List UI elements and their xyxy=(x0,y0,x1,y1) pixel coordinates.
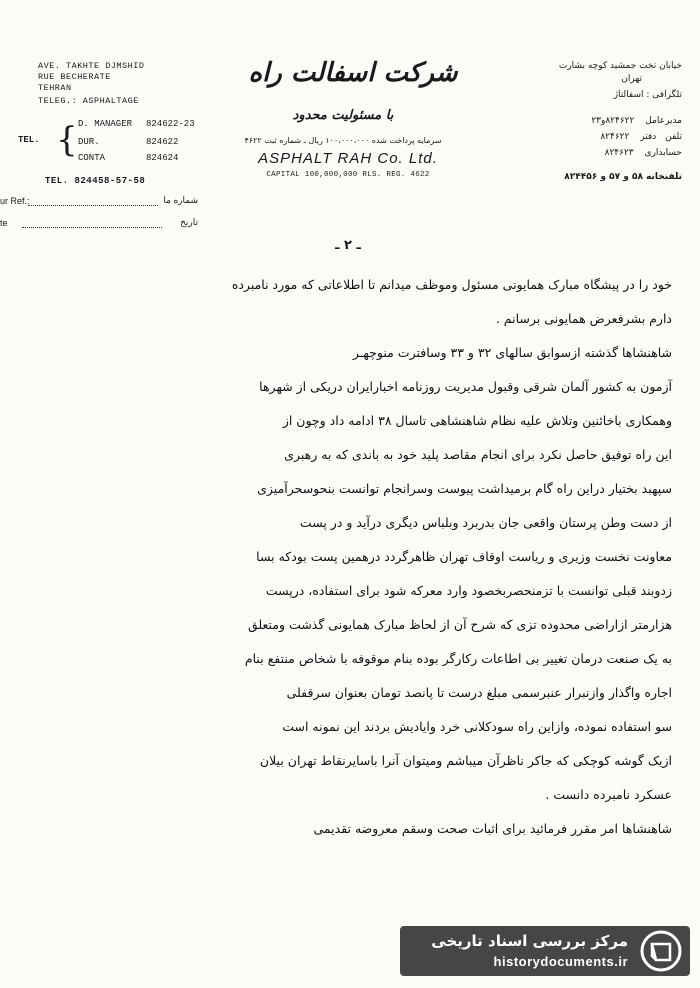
body-line: شاهنشاها گذشته ازسوابق سالهای ۳۲ و ۳۳ وسافترت منوچهـر xyxy=(352,345,672,360)
phone-row-fa xyxy=(492,132,682,142)
tel-row-number: 824624 xyxy=(146,153,179,163)
body-line: این راه توفیق حاصل نکرد برای انجام مقاصد پلید خود به باندی که به رهبری xyxy=(284,447,672,462)
body-line: زدوبند قبلی توانست با تزمنحصربخصود وارد معرکه شود برای استفاده، درپست xyxy=(265,583,672,598)
tel-row xyxy=(78,153,218,163)
tel-row-label: D. MANAGER xyxy=(78,119,133,129)
body-line: هزارمتر ازاراضی محدوده تزی که شرح آن از لحاظ مبارک همایونی گذشت ومتعلق xyxy=(247,617,672,632)
address-line: TEHRAN xyxy=(38,83,72,93)
body-line: معاونت نخست وزیری و ریاست اوقاف تهران ظاهرگردد درهمین پست بودکه بسا xyxy=(256,549,672,564)
body-line: ازیک گوشه کوچکی که جاکر ناظرآن میباشم ومیتوان آنرا باسایرنقاط تهران بیلان xyxy=(259,753,672,768)
watermark-title-fa: مرکز بررسی اسناد تاریخی xyxy=(431,932,628,950)
watermark-badge xyxy=(400,926,690,976)
telegraph-en: TELEG.: ASPHALTAGE xyxy=(38,96,139,106)
capital-line-fa: سرمایه پرداخت شده ۱۰۰،۰۰۰،۰۰۰ ریال ـ شماره ثبت ۴۶۲۲ xyxy=(244,136,442,145)
tel-row xyxy=(78,119,218,129)
date-label-fa: تاریخ xyxy=(180,217,198,227)
company-subtitle-fa: با مسئولیت محدود xyxy=(292,108,394,123)
tel-row-label: CONTA xyxy=(78,153,106,163)
phone-row-number: ۸۲۴۶۲۲ xyxy=(600,132,630,142)
address-line: AVE. TAKHTE DJMSHID xyxy=(38,61,145,71)
our-ref-line xyxy=(0,196,210,206)
phone-row-fa xyxy=(492,116,682,126)
body-line: شاهنشاها امر مقرر فرمائید برای اثبات صحت وسقم معروضه تقدیمی xyxy=(313,821,672,836)
letter-body xyxy=(30,268,672,846)
body-line: خود را در پیشگاه مبارک همایونی مسئول وموظف میدانم تا اطلاعاتی که مورد نامبرده xyxy=(231,277,672,292)
phone-label-fa: تلفن xyxy=(665,132,682,142)
body-line: دارم بشرفعرض همایونی برسانم . xyxy=(495,311,672,326)
letterhead-address-fa xyxy=(492,60,682,102)
our-ref-label: ur Ref.: xyxy=(0,196,30,206)
archive-logo-icon xyxy=(640,930,682,972)
company-name-en: ASPHALT RAH Co. Ltd. xyxy=(258,150,438,167)
brace-icon: { xyxy=(56,120,78,160)
body-line: از دست وطن پرستان واقعی جان بدربرد وبلباس دیگری درآید و در پست xyxy=(299,515,672,530)
phone-row-number: ۸۲۴۶۲۲و۲۳ xyxy=(591,116,635,126)
phone-row-label: مدیرعامل xyxy=(645,116,682,126)
body-line: آزمون به کشور آلمان شرقی وقبول مدیریت روزنامه اخبارایران دریکی از شهرها xyxy=(259,379,672,394)
page-number: ـ ۲ ـ xyxy=(335,238,361,253)
date-label: te xyxy=(0,218,8,228)
phone-row-label: حسابداری xyxy=(644,148,682,158)
address-line-fa: خیابان تخت جمشید کوچه بشارت xyxy=(558,61,682,71)
tel-label: TEL. xyxy=(18,135,40,145)
watermark-url: historydocuments.ir xyxy=(493,954,628,969)
date-dotted-line xyxy=(22,227,162,228)
phone-row-number: ۸۲۴۶۲۳ xyxy=(604,148,634,158)
capital-line-en: CAPITAL 100,000,000 RLS. REG. 4622 xyxy=(266,171,430,179)
tel-row-number: 824622-23 xyxy=(146,119,195,129)
body-line: به یک صنعت درمان تغییر بی اطاعات رکارگر بوده بنام موقوفه با شخاص منتفع بنام xyxy=(244,651,672,666)
phone-row-label: دفتر xyxy=(640,132,657,142)
tel-row-label: DUR. xyxy=(78,137,100,147)
body-line: سو استفاده نموده، وازاین راه سودکلانی خرد وایادیش بردند این نمونه است xyxy=(282,719,672,734)
telephone-exchange-fa: تلفنخانه ۵۸ و ۵۷ و ۸۲۴۴۵۶ xyxy=(564,172,682,182)
phone-row-fa xyxy=(492,148,682,158)
tel-exchange-en: TEL. 824458-57-58 xyxy=(45,176,146,186)
address-line-fa: تهران xyxy=(621,73,642,84)
tel-row xyxy=(78,137,218,147)
date-line xyxy=(0,218,210,228)
letterhead-address-en xyxy=(38,61,188,107)
body-line: اجاره واگذار وازنبرار عنبرسمی مبلغ درست تا پانصد تومان بعنوان سرقفلی xyxy=(286,685,672,700)
ref-dotted-line xyxy=(28,205,158,206)
company-name-fa: شرکت اسفالت راه xyxy=(248,58,458,88)
telegraph-fa: تلگرافی : اسفالتاژ xyxy=(613,90,682,100)
body-line: سپهبد بختیار دراین راه گام برمیداشت پیوست وسرانجام توانست بنحوسحرآمیزی xyxy=(257,481,672,496)
body-line: وهمکاری باخائنین وتلاش علیه نظام شاهنشاهی تاسال ۳۸ ادامه داد وچون از xyxy=(282,413,672,428)
tel-row-number: 824622 xyxy=(146,137,179,147)
body-line: عسکرد نامبرده دانست . xyxy=(545,787,672,802)
our-ref-label-fa: شماره ما xyxy=(163,195,198,205)
address-line: RUE BECHERATE xyxy=(38,72,111,82)
